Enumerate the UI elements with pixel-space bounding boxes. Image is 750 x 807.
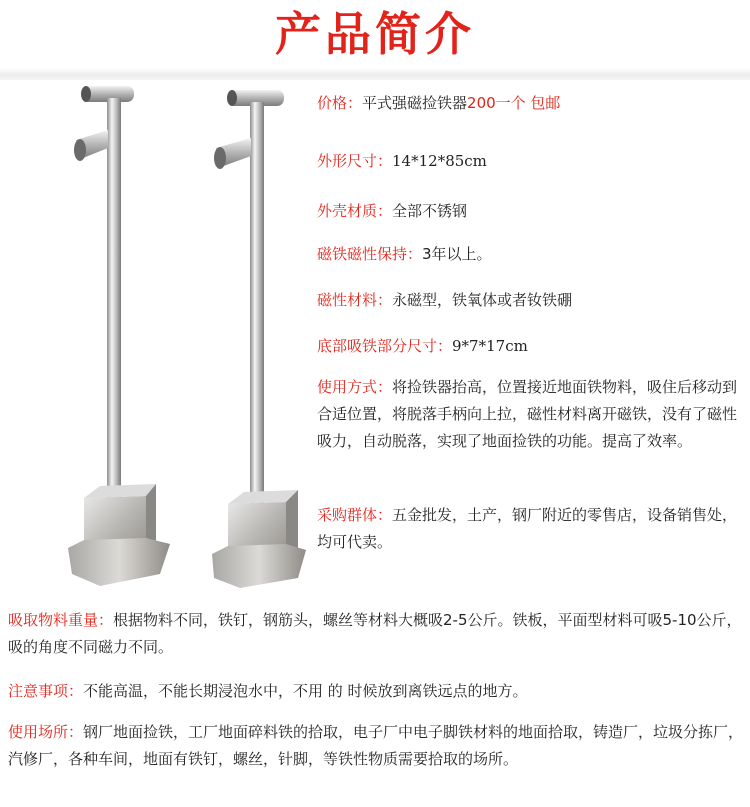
spec-magnet-material: 磁性材料：永磁型，铁氧体或者钕铁硼 xyxy=(317,291,573,309)
product-photo xyxy=(0,78,310,590)
note-caution: 注意事项：不能高温，不能长期浸泡水中，不用 的 时候放到离铁远点的地方。 xyxy=(8,682,528,700)
spec-shell-material: 外壳材质：全部不锈钢 xyxy=(317,202,468,220)
spec-shape-size: 外形尺寸：14*12*85cm xyxy=(317,152,487,170)
left-picker xyxy=(68,86,170,586)
right-picker xyxy=(212,90,306,588)
spec-buyers: 采购群体：五金批发，土产，钢厂附近的零售店，设备销售处，均可代卖。 xyxy=(317,506,738,551)
page-title: 产品简介 xyxy=(275,7,475,61)
note-weight: 吸取物料重量：根据物料不同，铁钉，钢筋头，螺丝等材料大概吸2-5公斤。铁板，平面型材料可吸5-10公斤，吸的角度不同磁力不同。 xyxy=(8,611,742,656)
spec-magnet-hold: 磁铁磁性保持：3年以上。 xyxy=(317,245,492,263)
spec-bottom-size: 底部吸铁部分尺寸：9*7*17cm xyxy=(317,337,528,355)
note-places: 使用场所：钢厂地面捡铁，工厂地面碎料铁的拾取，电子厂中电子脚铁材料的地面拾取，铸造厂，垃圾分拣厂，汽修厂，各种车间，地面有铁钉，螺丝，针脚，等铁性物质需要拾取的场所。 xyxy=(8,723,744,768)
spec-price: 价格：平式强磁捡铁器200一个 包邮 xyxy=(317,94,561,112)
spec-usage: 使用方式：将捡铁器抬高，位置接近地面铁物料，吸住后移动到合适位置，将脱落手柄向上拉，磁性材料离开磁铁，没有了磁性吸力，自动脱落，实现了地面捡铁的功能。提高了效率。 xyxy=(317,378,738,450)
